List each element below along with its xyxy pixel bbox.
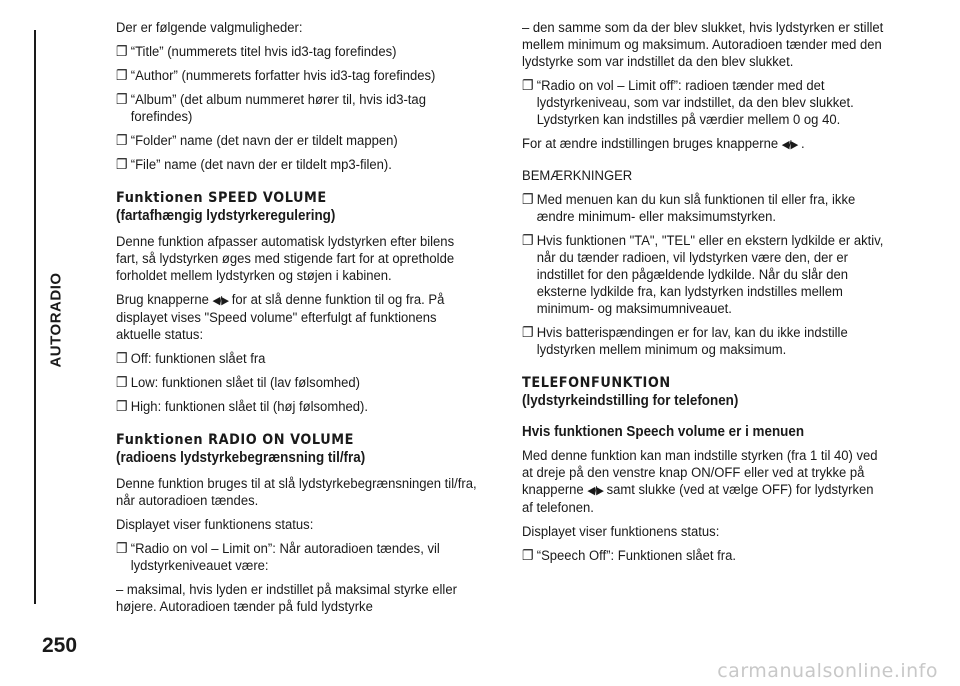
checkbox-bullet-icon: ❐ [116, 157, 128, 173]
page-number: 250 [42, 634, 78, 657]
checkbox-bullet-icon: ❐ [116, 68, 128, 84]
checkbox-bullet-icon: ❐ [522, 548, 534, 564]
phone-function-subheading: (lydstyrkeindstilling for telefonen) [522, 393, 739, 409]
options-intro: Der er følgende valgmuligheder: [116, 20, 303, 36]
checkbox-bullet-icon: ❐ [116, 399, 128, 415]
option-item: ❐ “Author” (nummerets forfatter hvis id3-tag forefindes) [116, 68, 436, 84]
checkbox-bullet-icon: ❐ [116, 375, 128, 391]
status-item: ❐ High: funktionen slået til (høj følsomhed). [116, 399, 368, 415]
chapter-label: AUTORADIO [47, 272, 65, 368]
note-item: ❐ Hvis funktionen "TA", "TEL" eller en ekstern lydkilde er aktiv, når du tænder radioen, vil lydstyrken være den, der er indstillet for den pågældende lydkilde. Når du slår den eksterne lydkilde fra, kan lydstyrken indstilles mellem minimum- og maksimumniveauet. [522, 233, 884, 317]
speed-volume-instructions: Brug knapperne ◀/▶ for at slå denne funktion til og fra. På displayet vises "Speed volume" efterfulgt af funktionens aktuelle status: [116, 292, 445, 343]
note-item: ❐ Hvis batterispændingen er for lav, kan du ikke indstille lydstyrken mellem minimum og maksimum. [522, 325, 848, 358]
checkbox-bullet-icon: ❐ [116, 44, 128, 60]
watermark: carmanualsonline.info [717, 660, 938, 682]
checkbox-bullet-icon: ❐ [522, 192, 534, 208]
checkbox-bullet-icon: ❐ [522, 325, 534, 341]
speed-volume-subheading: (fartafhængig lydstyrkeregulering) [116, 208, 336, 224]
status-item: ❐ Off: funktionen slået fra [116, 351, 266, 367]
radio-on-volume-max-note: – maksimal, hvis lyden er indstillet på maksimal styrke eller højere. Autoradioen tænder på fuld lydstyrke [116, 582, 457, 615]
speech-volume-status-intro: Displayet viser funktionens status: [522, 524, 720, 540]
left-right-arrows-icon: ◀/▶ [212, 295, 229, 307]
speech-volume-subheading: Hvis funktionen Speech volume er i menuen [522, 424, 805, 440]
radio-on-volume-status-intro: Displayet viser funktionens status: [116, 517, 314, 533]
note-item: ❐ Med menuen kan du kun slå funktionen til eller fra, ikke ændre minimum- eller maksimumstyrken. [522, 192, 856, 225]
phone-function-heading: TELEFONFUNKTION [522, 375, 671, 391]
checkbox-bullet-icon: ❐ [116, 351, 128, 367]
status-item: ❐ “Speech Off”: Funktionen slået fra. [522, 548, 737, 564]
left-right-arrows-icon: ◀/▶ [781, 139, 798, 151]
speech-volume-description: Med denne funktion kan man indstille styrken (fra 1 til 40) ved at dreje på den venstre knap ON/OFF eller ved at trykke på knapperne ◀/▶ samt slukke (ved at vælge OFF) for lydstyrken af telefonen. [522, 448, 878, 516]
checkbox-bullet-icon: ❐ [116, 541, 128, 557]
right-column [522, 20, 885, 572]
speed-volume-description: Denne funktion afpasser automatisk lydstyrken efter bilens fart, så lydstyrken øges med stigende fart for at opretholde forholdet mellem lydstyrken og støjen i kabinen. [116, 234, 455, 284]
radio-on-volume-same-note: – den samme som da der blev slukket, hvis lydstyrken er stillet mellem minimum og maksimum. Autoradioen tænder med den lydstyrke som var indstillet da den blev slukket. [522, 20, 884, 70]
checkbox-bullet-icon: ❐ [116, 92, 128, 108]
left-column [116, 20, 479, 623]
checkbox-bullet-icon: ❐ [522, 78, 534, 94]
status-item: ❐ “Radio on vol – Limit on”: Når autoradioen tændes, vil lydstyrkeniveauet være: [116, 541, 440, 574]
radio-on-volume-heading: Funktionen RADIO ON VOLUME [116, 432, 354, 448]
chapter-tab-border [0, 30, 36, 604]
status-item: ❐ Low: funktionen slået til (lav følsomhed) [116, 375, 360, 391]
status-item: ❐ “Radio on vol – Limit off”: radioen tænder med det lydstyrkeniveau, som var indstillet, da den blev slukket. Lydstyrken kan indstilles på værdier mellem 0 og 40. [522, 78, 854, 128]
chapter-tab [0, 0, 38, 686]
option-item: ❐ “File” name (det navn der er tildelt mp3-filen). [116, 157, 392, 173]
radio-on-volume-description: Denne funktion bruges til at slå lydstyrkebegrænsningen til/fra, når autoradioen tændes. [116, 476, 477, 509]
left-right-arrows-icon: ◀/▶ [587, 485, 603, 497]
checkbox-bullet-icon: ❐ [116, 133, 128, 149]
change-setting-instructions: For at ændre indstillingen bruges knapperne ◀/▶ . [522, 136, 805, 152]
checkbox-bullet-icon: ❐ [522, 233, 534, 249]
option-item: ❐ “Album” (det album nummeret hører til, hvis id3-tag forefindes) [116, 92, 426, 125]
option-item: ❐ “Title” (nummerets titel hvis id3-tag forefindes) [116, 44, 397, 60]
notes-heading: BEMÆRKNINGER [522, 168, 633, 184]
speed-volume-heading: Funktionen SPEED VOLUME [116, 190, 327, 206]
radio-on-volume-subheading: (radioens lydstyrkebegrænsning til/fra) [116, 450, 366, 466]
option-item: ❐ “Folder” name (det navn der er tildelt mappen) [116, 133, 398, 149]
